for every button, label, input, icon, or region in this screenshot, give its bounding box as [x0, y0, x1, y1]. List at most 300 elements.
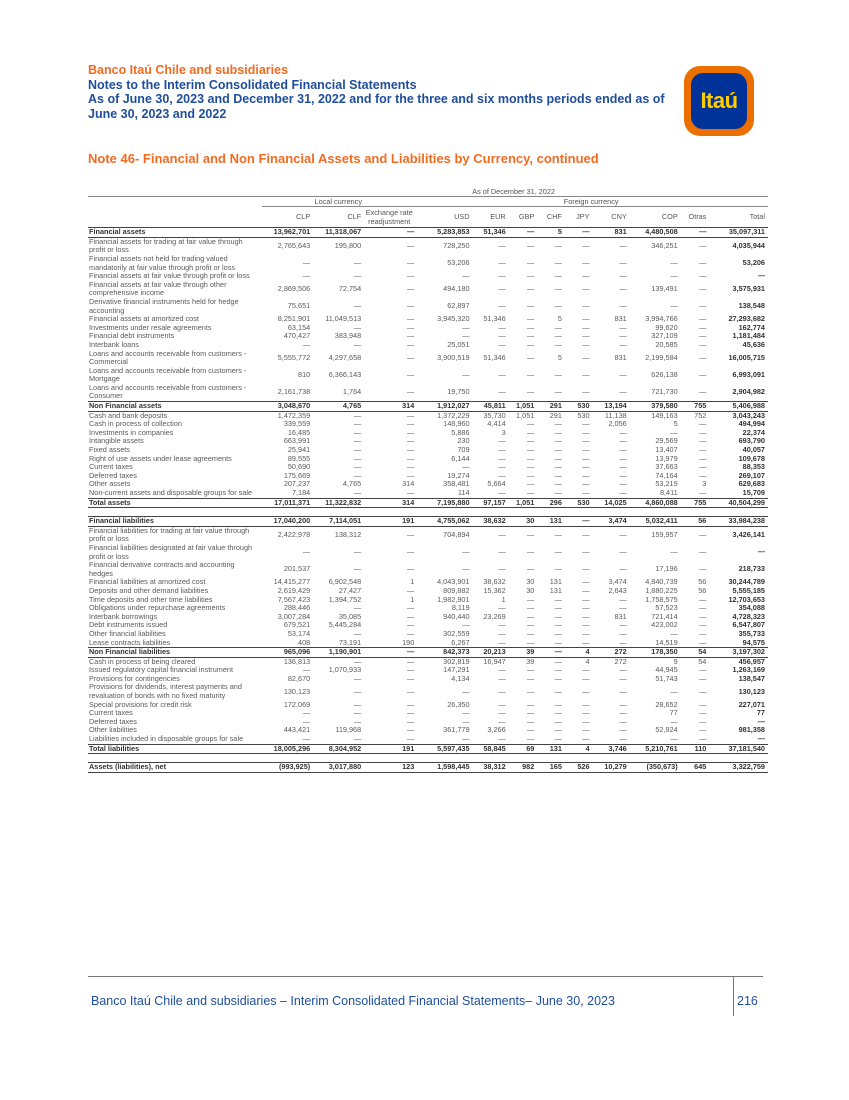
row-label: Cash in process of being cleared [89, 657, 196, 666]
table-cell: 13,194 [593, 402, 630, 412]
table-cell: — [554, 547, 562, 557]
table-cell: 965,096 [262, 648, 313, 658]
table-cell: — [699, 332, 707, 341]
table-cell: — [527, 420, 535, 429]
table-cell: 139,491 [651, 284, 678, 294]
table-cell: 494,180 [443, 284, 470, 294]
table-cell: — [670, 547, 678, 557]
table-cell: 14,519 [655, 638, 678, 647]
table-cell: — [462, 272, 470, 281]
table-cell: 119,968 [335, 726, 362, 735]
table-cell: — [554, 340, 562, 349]
row-label: Time deposits and other time liabilities [89, 595, 213, 604]
table-cell: — [670, 301, 678, 311]
table-cell: — [407, 686, 415, 696]
table-cell: — [527, 530, 535, 540]
table-cell: 940,440 [443, 612, 470, 621]
table-row [88, 272, 768, 281]
table-cell: 131 [537, 744, 565, 754]
table-cell: — [498, 709, 506, 718]
table-cell: 97,157 [473, 498, 509, 508]
table-cell: 178,350 [630, 648, 681, 658]
row-label: Intangible assets [89, 437, 144, 446]
table-cell: 3,043,243 [732, 411, 765, 420]
table-row [88, 763, 768, 773]
column-header: Exchange rate readjustment [364, 207, 417, 228]
table-cell: — [619, 595, 627, 604]
table-cell: — [619, 674, 627, 683]
table-cell: — [498, 323, 506, 332]
table-cell: — [670, 272, 678, 281]
table-cell: — [619, 638, 627, 647]
table-cell: 138,312 [334, 530, 362, 540]
row-label: Non-current assets and disposable groups for sale [89, 489, 253, 497]
table-cell: — [699, 437, 707, 446]
table-cell: — [407, 420, 415, 429]
footer-divider [88, 976, 763, 977]
table-cell: — [619, 284, 627, 294]
table-cell: — [527, 638, 535, 647]
row-label: Financial liabilities designated at fair value through profit or loss [89, 543, 253, 561]
table-row [88, 648, 768, 658]
table-cell: — [498, 332, 506, 341]
table-cell: 314 [364, 402, 417, 412]
row-label: Investments in companies [89, 428, 174, 437]
table-cell: — [498, 437, 506, 446]
row-label: Provisions for contingencies [89, 674, 180, 683]
table-cell: 33,984,238 [709, 517, 768, 527]
table-cell: — [498, 387, 506, 397]
table-row [88, 675, 768, 684]
table-cell: — [407, 387, 415, 397]
row-label: Assets (liabilities), net [88, 763, 262, 773]
page-number: 216 [737, 994, 758, 1008]
table-cell: — [527, 437, 535, 446]
table-cell: 22,374 [742, 428, 765, 437]
table-cell: — [554, 726, 562, 735]
table-row [88, 701, 768, 710]
table-cell: — [699, 446, 707, 455]
table-cell: 1 [501, 595, 506, 604]
document-header [88, 63, 678, 121]
table-cell: — [619, 621, 627, 630]
table-cell: — [582, 621, 590, 630]
table-cell: — [353, 709, 362, 718]
table-cell: — [554, 272, 562, 281]
table-cell: — [498, 564, 506, 574]
table-cell: 39 [509, 648, 538, 658]
table-cell: — [619, 604, 627, 613]
table-cell: — [527, 612, 535, 621]
table-cell: — [619, 301, 627, 311]
table-cell: — [498, 530, 506, 540]
table-cell: — [554, 258, 562, 268]
table-cell: 728,250 [443, 241, 470, 251]
column-header: CLP [262, 207, 313, 228]
table-cell: 721,414 [651, 612, 678, 621]
table-row [88, 228, 768, 238]
table-cell: — [670, 717, 678, 726]
row-label: Financial debt instruments [89, 332, 175, 341]
table-row [88, 666, 768, 675]
table-cell: 14,415,277 [273, 578, 311, 587]
table-cell: 272 [593, 648, 630, 658]
table-cell: — [619, 272, 627, 281]
table-cell: — [527, 629, 535, 638]
table-cell: 4,414 [487, 420, 506, 429]
table-cell: — [619, 726, 627, 735]
table-cell: 88,353 [742, 463, 765, 472]
table-cell: — [527, 666, 535, 675]
table-cell: 11,049,513 [325, 315, 362, 324]
table-cell: — [619, 241, 627, 251]
table-cell: 1,394,752 [328, 595, 362, 604]
table-cell: — [527, 621, 535, 630]
table-cell: 53,206 [742, 258, 765, 268]
table-cell: 269,107 [738, 471, 765, 480]
table-cell: — [353, 686, 362, 696]
table-cell: — [407, 666, 415, 675]
table-cell: — [582, 709, 590, 718]
row-label: Financial assets at fair value through other comprehensive income [89, 280, 227, 298]
table-cell: — [582, 301, 590, 311]
row-label: Cash in process of collection [89, 420, 182, 429]
footer-text: Banco Itaú Chile and subsidiaries – Interim Consolidated Financial Statements– June 30, 2023 [91, 994, 615, 1008]
table-cell: — [407, 428, 415, 437]
table-cell: — [527, 284, 535, 294]
column-header: GBP [509, 207, 538, 228]
row-label: Financial derivative contracts and accounting hedges [89, 561, 235, 578]
table-cell: — [619, 369, 627, 379]
table-cell: 175,669 [283, 471, 311, 480]
table-cell: 30 [509, 517, 538, 527]
table-cell: — [554, 686, 562, 696]
table-cell: — [554, 420, 562, 429]
table-row [88, 604, 768, 613]
table-cell: — [527, 323, 535, 332]
table-cell: — [582, 586, 590, 595]
foreign-currency-header: Foreign currency [417, 197, 768, 207]
table-cell: 4 [565, 648, 593, 658]
column-header: Total [709, 207, 768, 228]
table-cell: — [554, 530, 562, 540]
table-cell: 77 [669, 709, 678, 718]
table-cell: — [582, 666, 590, 675]
document-subtitle: Notes to the Interim Consolidated Financial Statements [88, 77, 417, 92]
table-cell: — [462, 621, 470, 630]
table-cell: 69 [509, 744, 538, 754]
column-header: CNY [593, 207, 630, 228]
table-cell: — [353, 657, 362, 666]
table-cell: 6,267 [451, 638, 470, 647]
table-cell: — [582, 686, 590, 696]
table-cell: — [527, 454, 535, 463]
table-cell: — [462, 735, 470, 744]
table-cell: 138,547 [738, 674, 765, 683]
table-cell: 530 [565, 402, 593, 412]
itau-logo-text: Itaú [691, 73, 747, 129]
table-cell: 6,902,548 [328, 578, 362, 587]
table-cell: — [699, 315, 707, 324]
table-cell: — [498, 463, 506, 472]
table-cell: — [699, 612, 707, 621]
table-cell: — [582, 629, 590, 638]
table-cell: — [498, 272, 506, 281]
table-cell: — [619, 323, 627, 332]
date-header: As of December 31, 2022 [262, 187, 768, 197]
table-cell: 358,481 [443, 480, 470, 489]
table-cell: 530 [577, 411, 590, 420]
itau-logo [684, 66, 754, 136]
table-cell: — [619, 547, 627, 557]
table-cell: — [407, 726, 415, 735]
table-row [88, 578, 768, 587]
table-row [88, 237, 768, 255]
table-cell: — [681, 228, 710, 238]
table-cell: 35,085 [338, 612, 362, 621]
table-cell: — [527, 332, 535, 341]
row-label: Non Financial liabilities [88, 648, 262, 658]
table-cell: — [699, 726, 707, 735]
table-cell: 30 [526, 586, 535, 595]
table-row [88, 411, 768, 420]
table-cell: — [582, 547, 590, 557]
table-cell: — [498, 686, 506, 696]
table-cell: — [498, 301, 506, 311]
table-cell: 3,048,670 [262, 402, 313, 412]
table-cell: — [582, 674, 590, 683]
table-cell: 30,244,789 [728, 578, 765, 587]
table-cell: 82,670 [287, 674, 311, 683]
table-cell: 20,585 [655, 340, 678, 349]
footer-page-divider [733, 976, 734, 1016]
table-cell: — [699, 387, 707, 397]
table-row [88, 489, 768, 498]
table-cell: 831 [614, 612, 627, 621]
column-header: EUR [473, 207, 509, 228]
table-cell: — [527, 717, 535, 726]
row-label: Financial assets not held for trading valued mandatorily at fair value through profit or loss [89, 254, 236, 272]
table-cell: — [582, 446, 590, 455]
table-cell: 18,005,296 [262, 744, 313, 754]
row-label: Investments under resale agreements [89, 323, 212, 332]
table-cell: — [407, 258, 415, 268]
table-cell: — [619, 530, 627, 540]
table-cell: — [554, 454, 562, 463]
table-cell: 3,994,766 [645, 315, 678, 324]
row-label: Financial assets at amortized cost [89, 315, 199, 324]
table-cell: — [554, 717, 562, 726]
table-cell: — [302, 340, 311, 349]
table-cell: 982 [509, 763, 538, 773]
table-cell: — [353, 411, 362, 420]
table-cell: 38,632 [473, 517, 509, 527]
table-row [88, 613, 768, 622]
row-label: Other financial liabilities [89, 629, 166, 638]
table-row [88, 384, 768, 402]
table-cell: — [699, 369, 707, 379]
table-cell: — [527, 241, 535, 251]
table-cell: 131 [537, 517, 565, 527]
table-cell: 4,755,062 [417, 517, 472, 527]
row-label: Loans and accounts receivable from customers - Mortgage [89, 366, 247, 384]
table-row [88, 754, 768, 763]
row-label: Fixed assets [89, 446, 130, 455]
table-cell: — [353, 489, 362, 497]
table-cell: 6,547,807 [732, 621, 765, 630]
table-cell: 3,575,931 [732, 284, 765, 294]
table-cell: 2,765,643 [277, 241, 311, 251]
table-cell: — [582, 578, 590, 587]
table-cell: 3,474 [593, 517, 630, 527]
table-cell: 470,427 [283, 332, 311, 341]
table-cell: 16,485 [287, 428, 311, 437]
table-cell: 53,219 [655, 480, 678, 489]
table-cell: 1,051 [516, 411, 535, 420]
table-cell: — [407, 547, 415, 557]
table-cell: — [353, 717, 362, 726]
table-cell: 3,474 [608, 578, 627, 587]
table-cell: — [699, 700, 707, 709]
table-cell: — [302, 735, 311, 744]
table-row [88, 526, 768, 544]
row-label: Non Financial assets [88, 402, 262, 412]
table-cell: — [582, 595, 590, 604]
table-cell: — [407, 530, 415, 540]
table-cell: 40,057 [742, 446, 765, 455]
table-cell: 207,237 [283, 480, 311, 489]
table-cell: 2,161,738 [277, 387, 311, 397]
table-cell: 526 [565, 763, 593, 773]
table-cell: — [582, 332, 590, 341]
currency-table [88, 187, 768, 773]
table-cell: — [582, 735, 590, 744]
column-header: CHF [537, 207, 565, 228]
table-cell: — [527, 471, 535, 480]
table-cell: 7,114,051 [313, 517, 364, 527]
table-cell: 288,446 [283, 604, 311, 613]
table-cell: — [462, 686, 470, 696]
table-cell: — [353, 272, 362, 281]
row-label: Financial liabilities for trading at fair value through profit or loss [89, 526, 250, 544]
table-cell: 17,040,200 [262, 517, 313, 527]
table-cell: 74,164 [655, 471, 678, 480]
table-cell: 11,318,067 [313, 228, 364, 238]
table-cell: 8,119 [451, 604, 470, 613]
table-cell: — [554, 621, 562, 630]
table-cell: — [699, 489, 707, 497]
table-cell: — [353, 674, 362, 683]
table-cell: — [619, 480, 627, 489]
table-row [88, 621, 768, 630]
table-row [88, 561, 768, 578]
table-cell: 51,346 [473, 228, 509, 238]
row-label: Right of use assets under lease agreements [89, 454, 232, 463]
table-cell: — [582, 480, 590, 489]
table-cell: — [619, 471, 627, 480]
table-cell: 6,144 [451, 454, 470, 463]
table-cell: — [619, 666, 627, 675]
table-cell: 30 [526, 578, 535, 587]
row-label: Obligations under repurchase agreements [89, 604, 226, 613]
table-cell: 6,366,143 [328, 369, 362, 379]
table-cell: 13,407 [655, 446, 678, 455]
table-cell: 136,813 [283, 657, 311, 666]
table-cell: — [699, 323, 707, 332]
table-cell: — [619, 629, 627, 638]
table-cell: — [498, 666, 506, 675]
table-cell: — [407, 284, 415, 294]
table-cell: 302,559 [443, 629, 470, 638]
table-cell: — [302, 272, 311, 281]
table-cell: — [302, 666, 311, 675]
table-cell: — [407, 315, 415, 324]
table-cell: — [527, 686, 535, 696]
table-cell: — [498, 369, 506, 379]
table-cell: — [670, 629, 678, 638]
row-label: Issued regulatory capital financial instrument [89, 666, 233, 675]
table-cell: 149,163 [651, 411, 678, 420]
table-cell: 842,373 [417, 648, 472, 658]
table-cell: — [699, 666, 707, 675]
table-cell: — [407, 454, 415, 463]
table-cell: 195,800 [334, 241, 362, 251]
table-cell: — [498, 735, 506, 744]
table-cell: 7,195,880 [417, 498, 472, 508]
table-cell: 5,597,435 [417, 744, 472, 754]
table-cell: — [699, 709, 707, 718]
table-cell: 89,555 [287, 454, 311, 463]
table-cell: 272 [614, 657, 627, 666]
table-cell: 165 [537, 763, 565, 773]
table-cell: 379,580 [630, 402, 681, 412]
table-cell: — [527, 709, 535, 718]
row-label: Debt instruments issued [89, 621, 168, 630]
table-cell: 52,924 [655, 726, 678, 735]
table-cell: — [582, 369, 590, 379]
table-cell: 29,569 [655, 437, 678, 446]
table-cell: — [699, 674, 707, 683]
table-cell: — [565, 228, 593, 238]
table-cell: 72,754 [338, 284, 362, 294]
table-cell: 35,097,311 [709, 228, 768, 238]
table-cell: 361,779 [443, 726, 470, 735]
table-row [88, 657, 768, 666]
table-cell: — [353, 700, 362, 709]
table-cell: — [699, 564, 707, 574]
table-cell: 7,567,423 [277, 595, 311, 604]
table-cell: 8,304,952 [313, 744, 364, 754]
table-cell: — [554, 612, 562, 621]
table-cell: 138,548 [738, 301, 765, 311]
table-cell: — [582, 352, 590, 362]
table-cell: 191 [364, 744, 417, 754]
table-cell: — [407, 369, 415, 379]
table-cell: 314 [364, 498, 417, 508]
column-header: USD [417, 207, 472, 228]
table-cell: 314 [402, 480, 415, 489]
table-cell: — [498, 629, 506, 638]
table-cell: — [527, 369, 535, 379]
table-cell: 28,652 [655, 700, 678, 709]
table-cell: — [554, 301, 562, 311]
table-cell: 62,897 [447, 301, 470, 311]
table-cell: 123 [364, 763, 417, 773]
table-cell: — [757, 735, 765, 744]
table-row [88, 281, 768, 298]
table-cell: — [619, 387, 627, 397]
table-cell: — [582, 272, 590, 281]
